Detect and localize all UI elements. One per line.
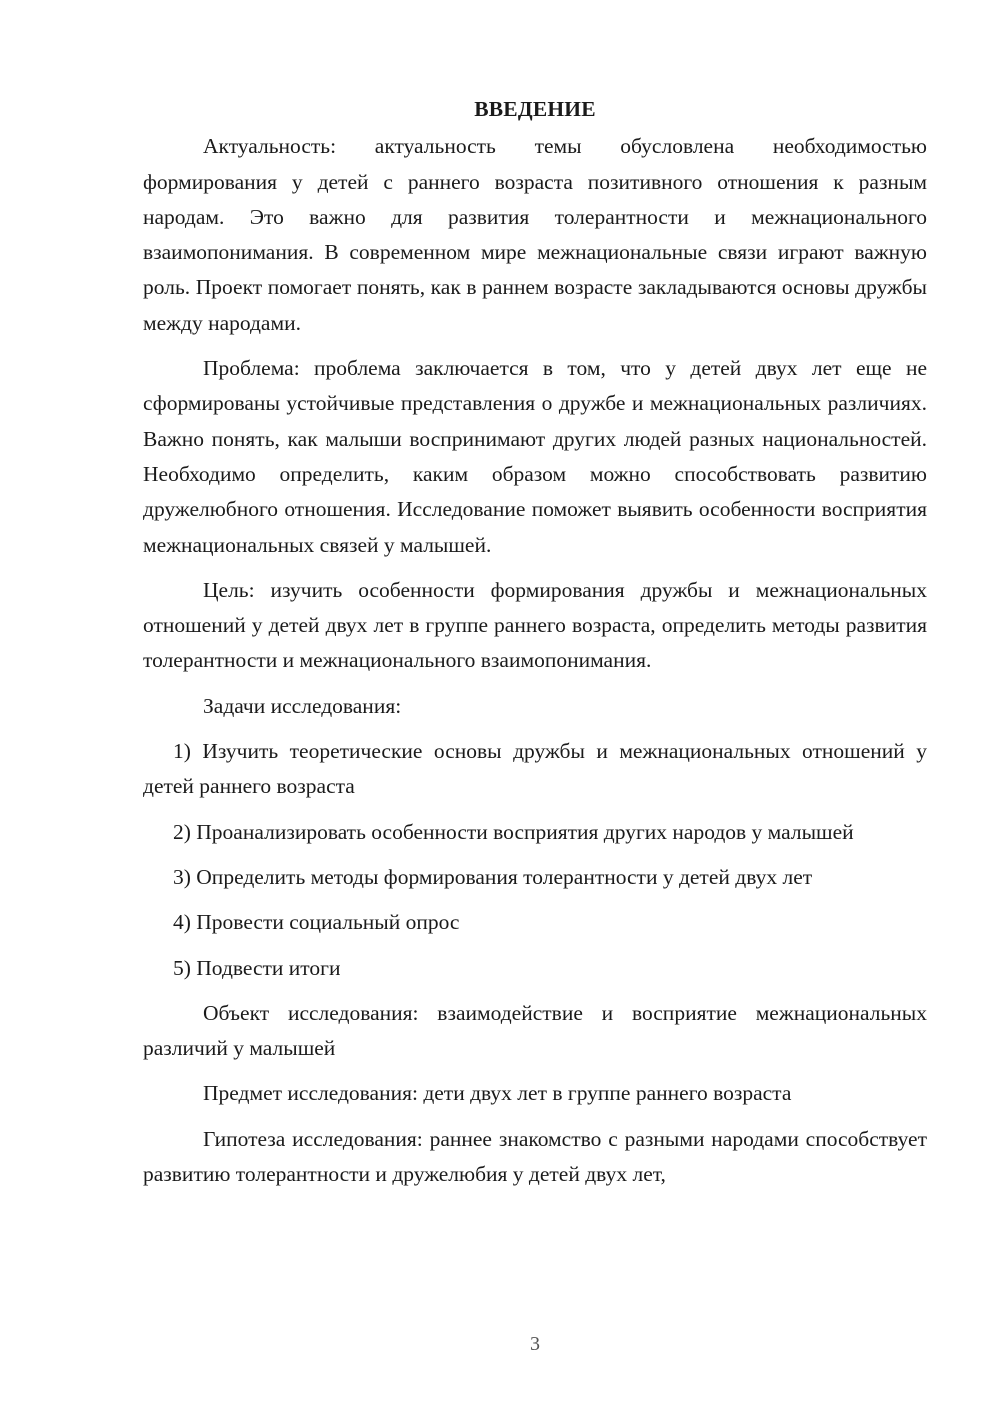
tasks-heading: Задачи исследования: (203, 693, 402, 718)
task-item-2: 2) Проанализировать особенности восприятия других народов у малышей (173, 819, 854, 844)
task-item-3: 3) Определить методы формирования толерантности у детей двух лет (173, 864, 813, 889)
task-item-1: 1) Изучить теоретические основы дружбы и межнациональных отношений у детей раннего возраста (143, 739, 927, 799)
task-item-5: 5) Подвести итоги (173, 955, 341, 980)
document-body (143, 92, 927, 1202)
page-number: 3 (530, 1333, 540, 1355)
paragraph-relevance: Актуальность: актуальность темы обусловлена необходимостью формирования у детей с раннего возраста позитивного отношения к разным народам. Это важно для развития толерантности и межнационального взаимопонимания. В современном мире межнациональные связи играют важную роль. Проект помогает понять, как в раннем возрасте закладываются основы дружбы между народами. (143, 134, 927, 335)
paragraph-hypothesis: Гипотеза исследования: раннее знакомство с разными народами способствует развитию толерантности и дружелюбия у детей двух лет, (143, 1126, 927, 1187)
paragraph-subject: Предмет исследования: дети двух лет в группе раннего возраста (203, 1081, 792, 1106)
paragraph-object: Объект исследования: взаимодействие и восприятие межнациональных различий у малышей (143, 1000, 927, 1061)
task-item-4: 4) Провести социальный опрос (173, 910, 460, 935)
section-title: ВВЕДЕНИЕ (474, 97, 596, 121)
paragraph-goal: Цель: изучить особенности формирования дружбы и межнациональных отношений у детей двух лет в группе раннего возраста, определить методы развития толерантности и межнационального взаимопонимания. (143, 577, 927, 673)
paragraph-problem: Проблема: проблема заключается в том, что у детей двух лет еще не сформированы устойчивые представления о дружбе и межнациональных различиях. Важно понять, как малыши воспринимают других людей разных национальностей. Необходимо определить, каким образом можно способствовать развитию дружелюбного отношения. Исследование поможет выявить особенности восприятия межнациональных связей у малышей. (143, 356, 927, 557)
